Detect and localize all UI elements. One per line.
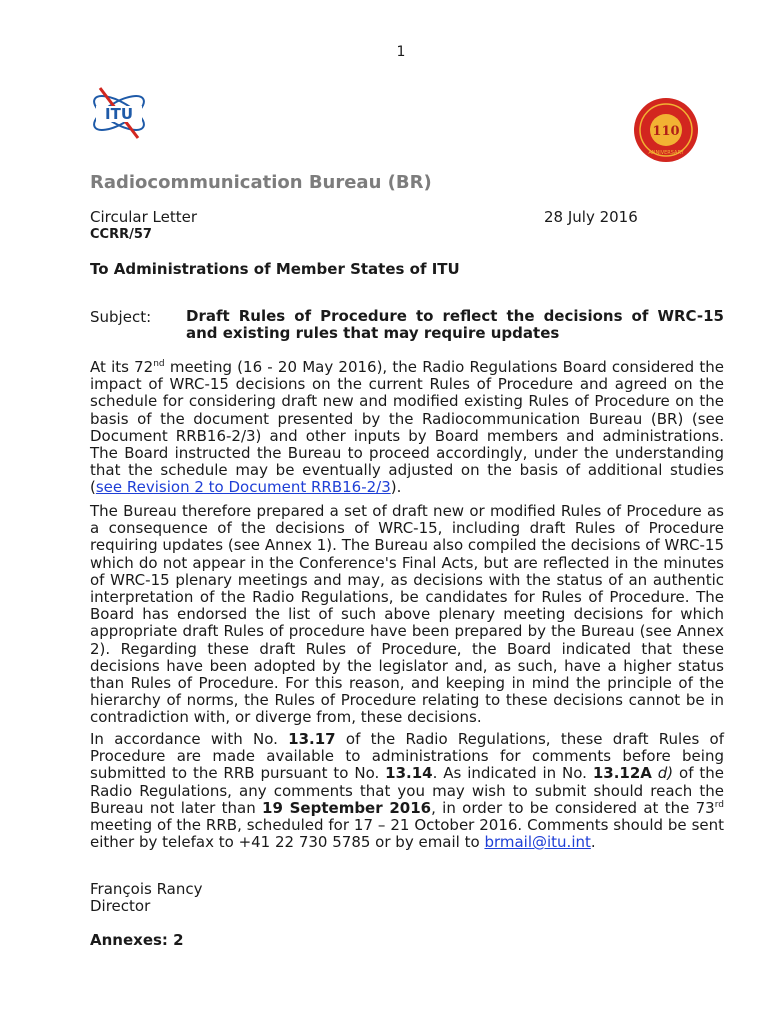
page-number: 1 [396,44,406,60]
document-reference: CCRR/57 [90,227,152,242]
annexes-label: Annexes: 2 [90,931,184,949]
revision-document-link[interactable]: see Revision 2 to Document RRB16-2/3 [95,478,391,497]
signatory-title: Director [90,897,151,915]
paragraph-3: In accordance with No. 13.17 of the Radio Regulations, these draft Rules of Procedure are made available to administrations for comments before being submitted to the RRB pursuant to No. 13.14. As indicated in No. 13.12A d) of the Radio Regulations, any comments that you may wish to submit should reach the Bureau not later than 19 September 2016, in order to be considered at the 73rd meeting of the RRB, scheduled for 17 – 21 October 2016. Comments should be sent either by telefax to +41 22 730 5785 or by email to brmail@itu.int. [90,730,724,852]
signatory-name: François Rancy [90,880,203,898]
paragraph-2: The Bureau therefore prepared a set of draft new or modified Rules of Procedure as a consequence of the decisions of WRC-15, including draft Rules of Procedure requiring updates (see Annex 1). The Bureau also compiled the decisions of WRC-15 which do not appear in the Conference's Final Acts, but are reflected in the minutes of WRC-15 plenary meetings and may, as decisions with the status of an authentic interpretation of the Radio Regulations, be candidates for Rules of Procedure. The Board has endorsed the list of such above plenary meeting decisions for which appropriate draft Rules of procedure have been prepared by the Bureau (see Annex 2). Regarding these draft Rules of Procedure, the Board indicated that these decisions have been adopted by the legislator and, as such, have a higher status than Rules of Procedure. For this reason, and keeping in mind the principle of the hierarchy of norms, the Rules of Procedure relating to these decisions cannot be in contradiction with, or diverge from, these decisions. [90,502,724,727]
email-link[interactable]: brmail@itu.int [484,833,591,852]
anniversary-seal [632,96,700,164]
anniversary-word: ANNIVERSARY [648,150,684,156]
anniversary-number: 110 [652,124,680,139]
bureau-title: Radiocommunication Bureau (BR) [90,172,432,193]
itu-logo-text: ITU [105,105,133,123]
subject-label: Subject: [90,308,152,326]
itu-logo [88,82,150,144]
document-type: Circular Letter [90,208,198,226]
paragraph-1: At its 72nd meeting (16 - 20 May 2016), the Radio Regulations Board considered the impact of WRC-15 decisions on the current Rules of Procedure and agreed on the schedule for considering draft new and modified existing Rules of Procedure on the basis of the document presented by the Radiocommunication Bureau (BR) (see Document RRB16-2/3) and other inputs by Board members and administrations. The Board instructed the Bureau to proceed accordingly, under the understanding that the schedule may be eventually adjusted on the basis of additional studies (see Revision 2 to Document RRB16-2/3). [90,358,724,497]
subject-text: Draft Rules of Procedure to reflect the decisions of WRC-15 and existing rules that may require updates [186,307,724,342]
addressee: To Administrations of Member States of ITU [90,260,460,278]
document-date: 28 July 2016 [544,208,638,226]
